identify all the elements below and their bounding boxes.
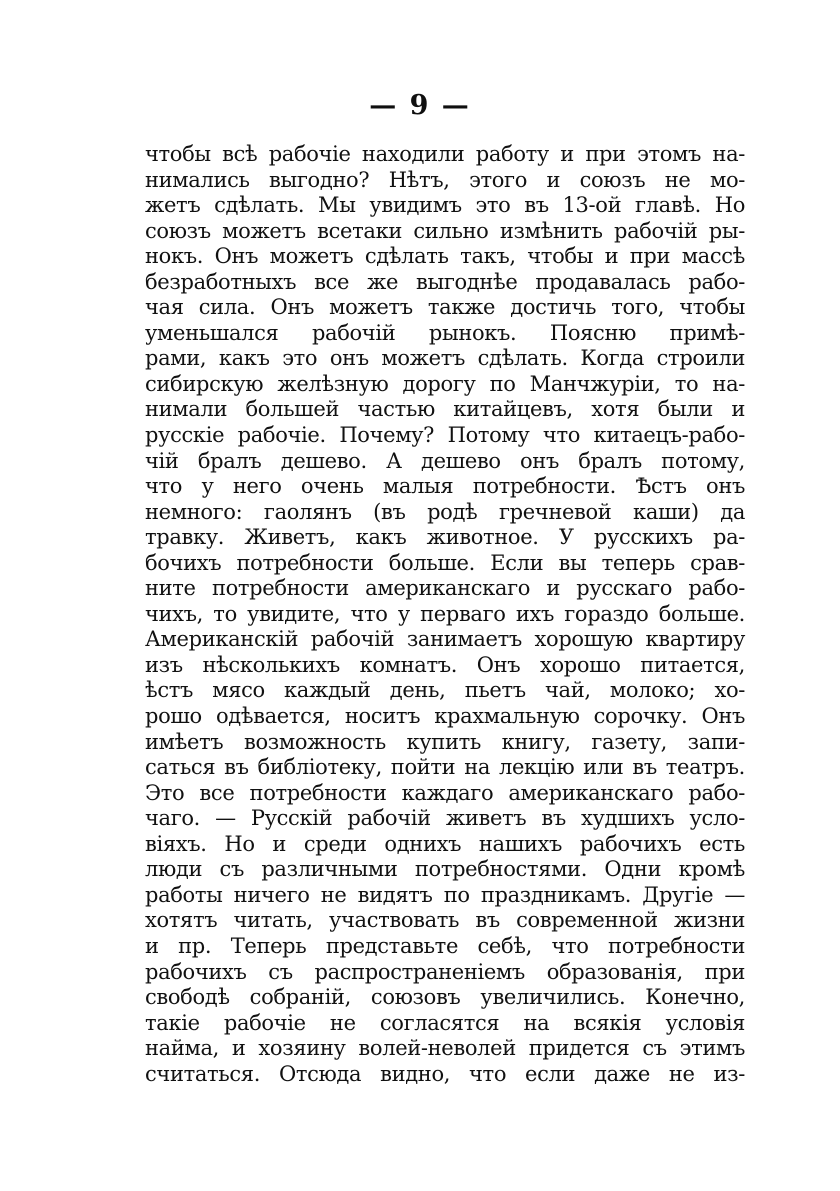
text-line: ните потребности американскаго и русскаго рабо- [145, 576, 745, 601]
page-number: — 9 — [369, 90, 471, 121]
text-line: работы ничего не видятъ по праздникамъ. Другіе — [145, 882, 745, 907]
text-line: Это все потребности каждаго американскаго рабо- [145, 780, 745, 805]
text-line: віяхъ. Но и среди однихъ нашихъ рабочихъ есть [145, 831, 745, 856]
text-line: чая сила. Онъ можетъ также достичь того, чтобы [145, 295, 745, 320]
text-line: уменьшался рабочій рынокъ. Поясню примѣ- [145, 320, 745, 345]
body-text [145, 142, 745, 1087]
text-line: что у него очень малыя потребности. Ѣстъ онъ [145, 474, 745, 499]
text-line: чій бралъ дешево. А дешево онъ бралъ потому, [145, 448, 745, 473]
text-line: чаго. — Русскій рабочій живетъ въ худшихъ усло- [145, 806, 745, 831]
text-line: нимались выгодно? Нѣтъ, этого и союзъ не мо- [145, 167, 745, 192]
text-line: чтобы всѣ рабочіе находили работу и при этомъ на- [145, 142, 745, 166]
text-line: изъ нѣсколькихъ комнатъ. Онъ хорошо питается, [145, 652, 745, 677]
text-line: найма, и хозяину волей-неволей придется съ этимъ [145, 1036, 745, 1061]
text-line: нокъ. Онъ можетъ сдѣлать такъ, чтобы и при массѣ [145, 244, 745, 269]
text-line: свободѣ собраній, союзовъ увеличились. Конечно, [145, 985, 745, 1010]
text-line: травку. Живетъ, какъ животное. У русскихъ ра- [145, 525, 745, 550]
text-line: люди съ различными потребностями. Одни кромѣ [145, 857, 745, 882]
text-line: немного: гаолянъ (въ родѣ гречневой каши) да [145, 499, 745, 524]
text-line: считаться. Отсюда видно, что если даже не из- [145, 1061, 745, 1086]
text-line: рами, какъ это онъ можетъ сдѣлать. Когда строили [145, 346, 745, 371]
text-line: жетъ сдѣлать. Мы увидимъ это въ 13-ой главѣ. Но [145, 193, 745, 218]
text-line: русскіе рабочіе. Почему? Потому что китаецъ-рабо- [145, 423, 745, 448]
text-line: нимали большей частью китайцевъ, хотя были и [145, 397, 745, 422]
text-line: имѣетъ возможность купить книгу, газету, запи- [145, 729, 745, 754]
text-line: рабочихъ съ распространеніемъ образованія, при [145, 959, 745, 984]
text-line: ѣстъ мясо каждый день, пьетъ чай, молоко; хо- [145, 678, 745, 703]
text-line: саться въ библіотеку, пойти на лекцію или въ театръ. [145, 755, 745, 780]
text-line: бочихъ потребности больше. Если вы теперь срав- [145, 550, 745, 575]
text-line: безработныхъ все же выгоднѣе продавалась рабо- [145, 269, 745, 294]
text-line: хотятъ читать, участвовать въ современной жизни [145, 908, 745, 933]
text-line: чихъ, то увидите, что у перваго ихъ гораздо больше. [145, 601, 745, 626]
text-line: и пр. Теперь представьте себѣ, что потребности [145, 933, 745, 958]
text-line: рошо одѣвается, носитъ крахмальную сорочку. Онъ [145, 704, 745, 729]
text-line: сибирскую желѣзную дорогу по Манчжуріи, то на- [145, 371, 745, 396]
text-line: союзъ можетъ всетаки сильно измѣнить рабочій ры- [145, 218, 745, 243]
text-line: Американскій рабочій занимаетъ хорошую квартиру [145, 627, 745, 652]
text-line: такіе рабочіе не согласятся на всякія условія [145, 1010, 745, 1035]
